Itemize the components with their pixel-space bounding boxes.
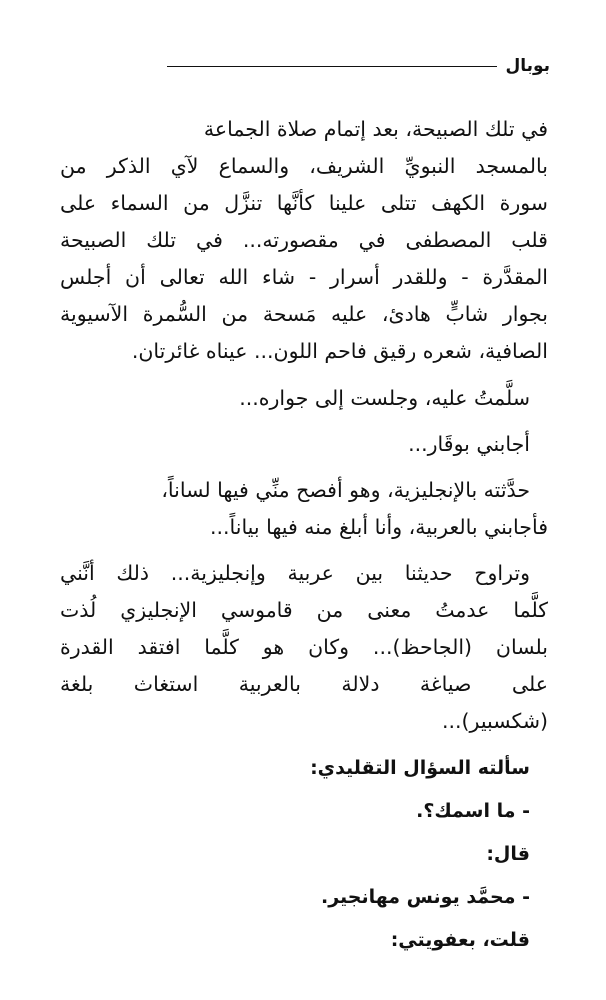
paragraph-1-line: قلب المصطفى في مقصورته... في تلك الصبيحة: [60, 228, 548, 252]
paragraph-5-first-line: وتراوح حديثنا بين عربية وإنجليزية... ذلك أنَّني: [60, 561, 530, 585]
paragraph-1-last-line: الصافية، شعره رقيق فاحم اللون... عيناه غائرتان.: [131, 339, 548, 363]
dialogue-line: - ما اسمك؟.: [416, 800, 530, 822]
dialogue-line: - محمَّد يونس مهانجير.: [321, 886, 530, 908]
header-rule: [167, 66, 497, 67]
dialogue-line: سألته السؤال التقليدي:: [310, 757, 530, 779]
paragraph-1-line: بالمسجد النبويِّ الشريف، والسماع لآي الذكر من: [60, 154, 548, 178]
paragraph-1-first-line: في تلك الصبيحة، بعد إتمام صلاة الجماعة: [203, 117, 548, 141]
paragraph-1-line: المقدَّرة - وللقدر أسرار - شاء الله تعالى أن أجلس: [60, 265, 548, 289]
paragraph-5-last-line: (شكسبير)...: [441, 709, 548, 733]
dialogue-line: قلت، بعفويتي:: [390, 929, 530, 951]
dialogue-line: قال:: [486, 843, 530, 865]
paragraph-4-last-line: فأجابني بالعربية، وأنا أبلغ منه فيها بياناً...: [209, 515, 548, 539]
paragraph-3: أجابني بوقَار...: [408, 432, 530, 456]
paragraph-4-first-line: حدَّثته بالإنجليزية، وهو أفصح منِّي فيها لساناً،: [161, 478, 530, 502]
paragraph-5-line: على صياغة دلالة بالعربية استغاث بلغة: [60, 672, 548, 696]
paragraph-5-line: كلَّما عدمتُ معنى من قاموسي الإنجليزي لُذت: [60, 598, 548, 622]
paragraph-1-line: بجوار شابٍّ هادئ، عليه مَسحة من السُّمرة الآسيوية: [60, 302, 548, 326]
paragraph-2: سلَّمتُ عليه، وجلست إلى جواره...: [239, 386, 530, 410]
paragraph-1-line: سورة الكهف تتلى علينا كأنَّها تنزَّل من السماء على: [60, 191, 548, 215]
paragraph-5-line: بلسان (الجاحظ)... وكان هو كلَّما افتقد القدرة: [60, 635, 548, 659]
running-title: بوبال: [505, 56, 550, 76]
page-header: [60, 52, 550, 80]
